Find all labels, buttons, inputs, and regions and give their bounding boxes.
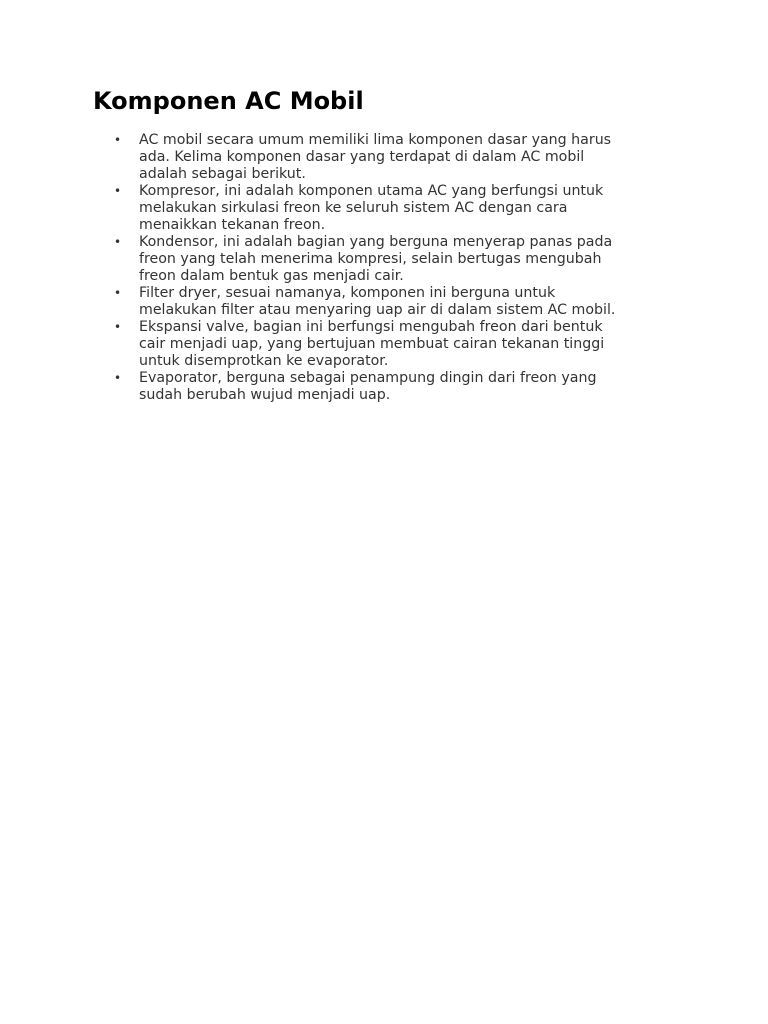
list-item-text: cair menjadi uap, yang bertujuan membuat cairan tekanan tinggi <box>139 336 605 352</box>
component-list <box>112 132 672 404</box>
list-item-text: Kondensor, ini adalah bagian yang berguna menyerap panas pada <box>139 234 613 250</box>
list-item-text: freon dalam bentuk gas menjadi cair. <box>139 268 404 284</box>
list-item-text: Kompresor, ini adalah komponen utama AC yang berfungsi untuk <box>139 183 604 199</box>
list-item-text: menaikkan tekanan freon. <box>139 217 326 233</box>
list-item <box>112 183 672 234</box>
list-item-text: ada. Kelima komponen dasar yang terdapat di dalam AC mobil <box>139 149 585 165</box>
list-item-text: untuk disemprotkan ke evaporator. <box>139 353 389 369</box>
list-item-text: Evaporator, berguna sebagai penampung dingin dari freon yang <box>139 370 597 386</box>
bullet-icon: • <box>114 371 122 385</box>
list-item-text: adalah sebagai berikut. <box>139 166 306 182</box>
bullet-icon: • <box>114 320 122 334</box>
list-item-text: AC mobil secara umum memiliki lima komponen dasar yang harus <box>139 132 612 148</box>
bullet-icon: • <box>114 133 122 147</box>
list-item <box>112 234 672 285</box>
list-item-text: sudah berubah wujud menjadi uap. <box>139 387 391 403</box>
list-item-text: Ekspansi valve, bagian ini berfungsi mengubah freon dari bentuk <box>139 319 603 335</box>
list-item <box>112 285 672 319</box>
page-title: Komponen AC Mobil <box>93 87 364 115</box>
list-item <box>112 319 672 370</box>
list-item <box>112 370 672 404</box>
list-item <box>112 132 672 183</box>
bullet-icon: • <box>114 286 122 300</box>
list-item-text: melakukan filter atau menyaring uap air di dalam sistem AC mobil. <box>139 302 616 318</box>
bullet-icon: • <box>114 184 122 198</box>
list-item-text: melakukan sirkulasi freon ke seluruh sistem AC dengan cara <box>139 200 568 216</box>
list-item-text: freon yang telah menerima kompresi, selain bertugas mengubah <box>139 251 602 267</box>
bullet-icon: • <box>114 235 122 249</box>
list-item-text: Filter dryer, sesuai namanya, komponen ini berguna untuk <box>139 285 556 301</box>
